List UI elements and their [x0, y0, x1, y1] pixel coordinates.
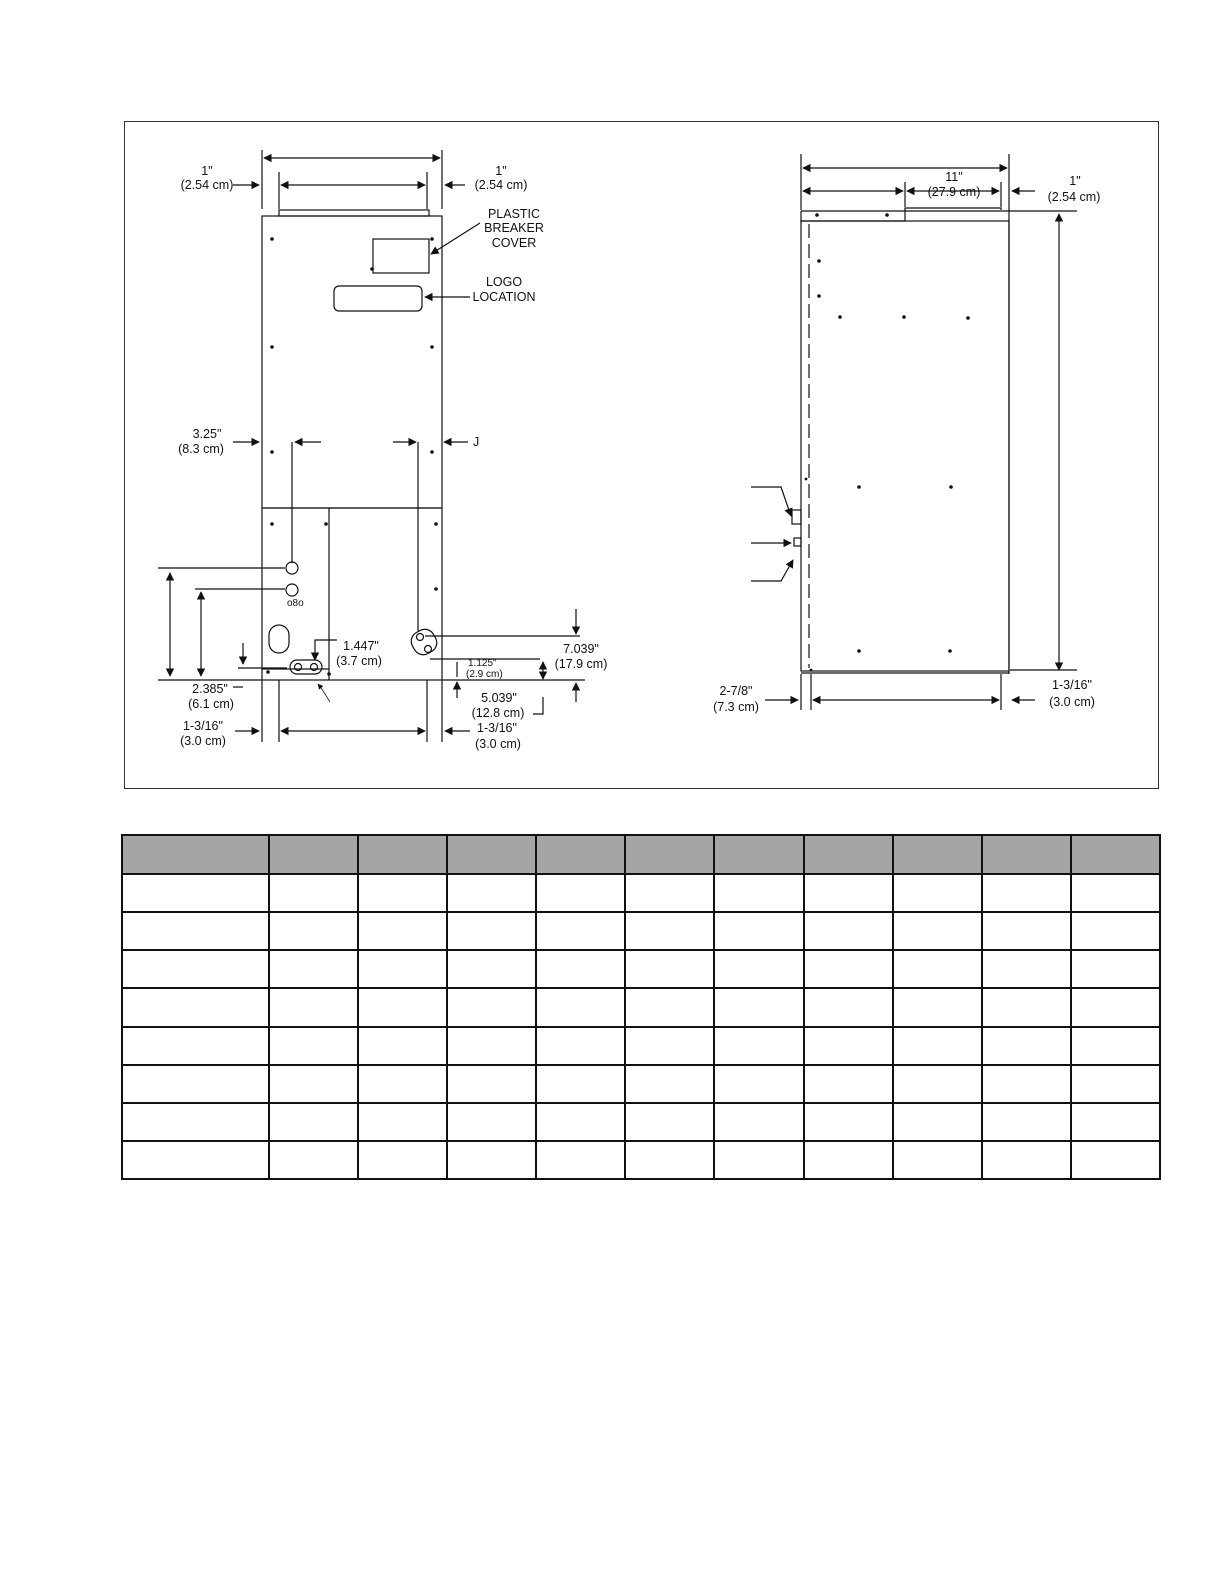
dim-bottom-height-in: 2.385" — [192, 682, 228, 696]
side-cabinet — [801, 221, 1009, 671]
table-cell — [982, 874, 1071, 912]
table-cell — [536, 912, 625, 950]
table-cell — [893, 1027, 982, 1065]
table-cell — [358, 874, 447, 912]
table-cell — [269, 1103, 358, 1141]
dim-top-right-cm: (2.54 cm) — [474, 178, 528, 192]
table-cell — [447, 912, 536, 950]
table-cell — [269, 874, 358, 912]
table-cell — [625, 1103, 714, 1141]
table-cell — [982, 1027, 1071, 1065]
table-cell — [893, 950, 982, 988]
breaker-label-1: PLASTIC — [487, 207, 541, 221]
table-row — [122, 988, 1160, 1026]
table-cell — [804, 1141, 893, 1179]
table-cell — [625, 912, 714, 950]
dim-top-left-cm: (2.54 cm) — [180, 178, 234, 192]
table-row — [122, 912, 1160, 950]
table-cell — [804, 912, 893, 950]
breaker-label-3: COVER — [491, 236, 537, 250]
table-row — [122, 1141, 1160, 1179]
table-cell — [122, 950, 269, 988]
dim-drain-1-in: 1.447" — [343, 639, 379, 653]
table-cell — [447, 1027, 536, 1065]
front-top-collar — [279, 210, 429, 216]
table-header-cell — [893, 835, 982, 874]
dim-bottom-right-cm: (3.0 cm) — [475, 737, 521, 751]
dimension-drawing-frame — [124, 121, 1159, 789]
side-top-flange — [801, 208, 1001, 221]
table-cell — [447, 950, 536, 988]
table-header-cell — [447, 835, 536, 874]
side-fitting-2 — [794, 538, 801, 546]
table-cell — [625, 1141, 714, 1179]
table-cell — [447, 1065, 536, 1103]
table-cell — [625, 950, 714, 988]
table-cell — [358, 1027, 447, 1065]
table-cell — [714, 1065, 803, 1103]
table-cell — [122, 1027, 269, 1065]
secondary-drain — [408, 626, 441, 659]
table-cell — [536, 988, 625, 1026]
table-cell — [625, 874, 714, 912]
logo-label-1: LOGO — [485, 275, 523, 289]
dim-drain-2-cm: (17.9 cm) — [554, 657, 608, 671]
mark-j: J — [473, 435, 480, 449]
table-cell — [893, 1141, 982, 1179]
table-cell — [714, 1141, 803, 1179]
table-cell — [447, 1103, 536, 1141]
table-cell — [358, 912, 447, 950]
table-row — [122, 1103, 1160, 1141]
table-cell — [1071, 874, 1160, 912]
knockout-oval — [269, 625, 289, 653]
table-cell — [122, 1103, 269, 1141]
table-cell — [982, 1065, 1071, 1103]
dim-left-mid-in: 3.25" — [192, 427, 222, 441]
table-cell — [893, 1103, 982, 1141]
liquid-line-stub — [286, 584, 298, 596]
table-cell — [714, 1027, 803, 1065]
table-header-cell — [269, 835, 358, 874]
table-cell — [893, 1065, 982, 1103]
dim-drain-2-in: 7.039" — [563, 642, 599, 656]
table-cell — [1071, 1103, 1160, 1141]
front-upper-cabinet — [262, 216, 442, 508]
table-cell — [714, 988, 803, 1026]
side-dim-bottom-right-in: 1-3/16" — [1052, 678, 1092, 692]
dim-bottom-height-cm: (6.1 cm) — [188, 697, 234, 711]
side-dim-inner-in: 11" — [945, 170, 963, 184]
dim-top-right-in: 1" — [495, 164, 507, 178]
table-cell — [625, 1027, 714, 1065]
table-cell — [714, 950, 803, 988]
table-cell — [714, 1103, 803, 1141]
table-cell — [982, 950, 1071, 988]
dimensions-table — [121, 834, 1161, 1180]
table-cell — [714, 912, 803, 950]
table-cell — [893, 912, 982, 950]
table-header-cell — [1071, 835, 1160, 874]
table-cell — [122, 912, 269, 950]
table-cell — [625, 988, 714, 1026]
table-header-cell — [536, 835, 625, 874]
table-cell — [447, 988, 536, 1026]
breaker-label-2: BREAKER — [484, 221, 544, 235]
dim-drain-3-in: 1.125" — [468, 658, 497, 669]
table-cell — [982, 912, 1071, 950]
table-cell — [804, 1103, 893, 1141]
table-cell — [982, 988, 1071, 1026]
table-cell — [1071, 1141, 1160, 1179]
table-cell — [1071, 988, 1160, 1026]
table-cell — [122, 988, 269, 1026]
vapor-line-stub — [286, 562, 298, 574]
side-dim-bottom-right-cm: (3.0 cm) — [1049, 695, 1095, 709]
table-cell — [447, 874, 536, 912]
logo-label-2: LOCATION — [472, 290, 536, 304]
table-cell — [804, 988, 893, 1026]
table-cell — [358, 1065, 447, 1103]
dim-left-mid-cm: (8.3 cm) — [178, 442, 224, 456]
side-dim-top-right-cm: (2.54 cm) — [1047, 190, 1101, 204]
table-cell — [536, 1103, 625, 1141]
dim-bottom-left-in: 1-3/16" — [183, 719, 223, 733]
table-cell — [804, 950, 893, 988]
table-header-cell — [625, 835, 714, 874]
side-dim-bottom-left-cm: (7.3 cm) — [713, 700, 759, 714]
table-row — [122, 874, 1160, 912]
table-header-cell — [122, 835, 269, 874]
table-cell — [122, 1065, 269, 1103]
table-cell — [269, 988, 358, 1026]
side-screws — [805, 213, 970, 671]
side-view — [792, 208, 1077, 673]
table-cell — [122, 874, 269, 912]
table-row — [122, 950, 1160, 988]
svg-text:o8o: o8o — [287, 598, 304, 609]
table-cell — [358, 1103, 447, 1141]
table-cell — [1071, 912, 1160, 950]
table-cell — [536, 1065, 625, 1103]
side-fitting-1 — [792, 510, 801, 524]
table-cell — [358, 1141, 447, 1179]
logo-plate — [334, 286, 422, 311]
table-header-cell — [982, 835, 1071, 874]
table-cell — [893, 988, 982, 1026]
dim-top-left-in: 1" — [201, 164, 213, 178]
table-row — [122, 1065, 1160, 1103]
table-cell — [269, 912, 358, 950]
dim-drain-4-in: 5.039" — [481, 691, 517, 705]
side-dim-top-right-in: 1" — [1069, 174, 1081, 188]
table-cell — [804, 1065, 893, 1103]
table-cell — [1071, 1065, 1160, 1103]
table-header-cell — [358, 835, 447, 874]
side-dim-inner-cm: (27.9 cm) — [927, 185, 981, 199]
table-cell — [358, 950, 447, 988]
table-cell — [269, 1027, 358, 1065]
table-cell — [1071, 950, 1160, 988]
table-header-row — [122, 835, 1160, 874]
table-cell — [714, 874, 803, 912]
side-labels — [713, 170, 1100, 714]
table-cell — [536, 874, 625, 912]
table-header-cell — [714, 835, 803, 874]
table-cell — [536, 1141, 625, 1179]
dim-drain-1-cm: (3.7 cm) — [336, 654, 382, 668]
table-cell — [358, 988, 447, 1026]
table-header-cell — [804, 835, 893, 874]
table-cell — [269, 950, 358, 988]
table-cell — [447, 1141, 536, 1179]
front-view — [262, 210, 442, 680]
table-cell — [982, 1103, 1071, 1141]
side-dimensions — [751, 154, 1077, 710]
dimension-drawing — [125, 122, 1160, 790]
side-dim-bottom-left-in: 2-7/8" — [719, 684, 753, 698]
table-cell — [625, 1065, 714, 1103]
table-cell — [893, 874, 982, 912]
table-cell — [122, 1141, 269, 1179]
table-cell — [804, 1027, 893, 1065]
dim-bottom-right-in: 1-3/16" — [477, 721, 517, 735]
table-row — [122, 1027, 1160, 1065]
table-cell — [536, 1027, 625, 1065]
dim-drain-4-cm: (12.8 cm) — [471, 706, 525, 720]
table-cell — [269, 1065, 358, 1103]
dim-bottom-left-cm: (3.0 cm) — [180, 734, 226, 748]
table-cell — [1071, 1027, 1160, 1065]
breaker-cover — [373, 239, 429, 273]
table-cell — [269, 1141, 358, 1179]
dim-drain-3-cm: (2.9 cm) — [466, 669, 503, 680]
table-cell — [804, 874, 893, 912]
table-cell — [536, 950, 625, 988]
table-cell — [982, 1141, 1071, 1179]
